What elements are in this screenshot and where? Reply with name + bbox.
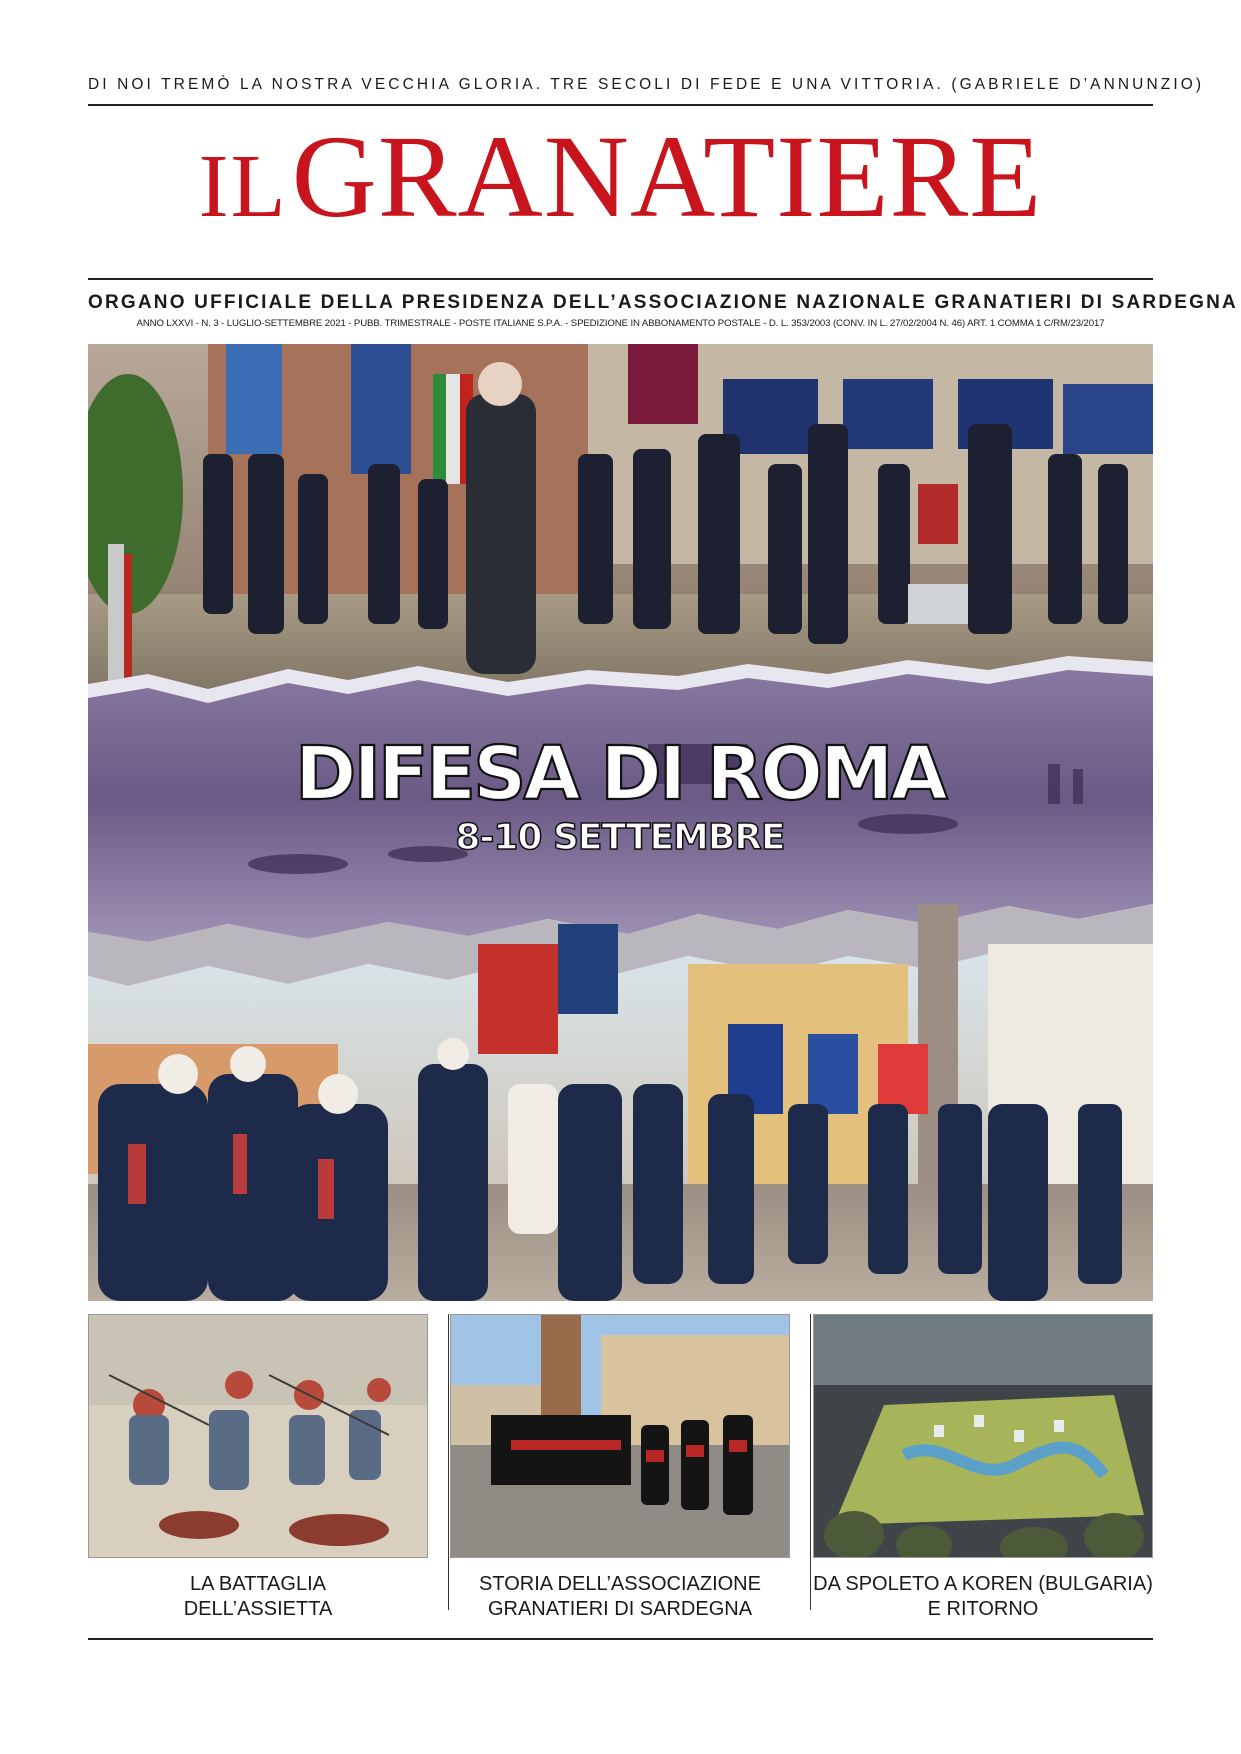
cover-headline: DIFESA DI ROMA — [295, 731, 945, 817]
masthead-article: IL — [198, 137, 288, 236]
cover-dates: 8-10 SETTEMBRE — [455, 817, 785, 858]
ceremony-photo — [88, 344, 1153, 724]
caption-line-1: LA BATTAGLIA — [190, 1573, 326, 1595]
caption-line-2: DELL’ASSIETTA — [183, 1598, 333, 1620]
bottom-rule — [88, 1638, 1153, 1640]
feature-caption-koren — [813, 1572, 1153, 1622]
caption-line-1: DA SPOLETO A KOREN (BULGARIA) — [813, 1573, 1153, 1595]
feature-caption-storia — [450, 1572, 790, 1622]
organization-line: ORGANO UFFICIALE DELLA PRESIDENZA DELL’ASSOCIAZIONE NAZIONALE GRANATIERI DI SARDEGNA — [88, 292, 1238, 313]
feature-image-storia — [450, 1314, 790, 1558]
caption-line-2: E RITORNO — [927, 1598, 1039, 1620]
caption-line-1: STORIA DELL’ASSOCIAZIONE — [479, 1573, 761, 1595]
epigraph-motto: DI NOI TREMÒ LA NOSTRA VECCHIA GLORIA. TRE SECOLI DI FEDE E UNA VITTORIA. (GABRIELE D’ANNUNZIO) — [88, 76, 1205, 93]
caption-line-2: GRANATIERI DI SARDEGNA — [487, 1598, 753, 1620]
feature-caption-assietta — [88, 1572, 428, 1622]
top-rule — [88, 104, 1153, 106]
cover-photo-collage — [88, 344, 1153, 1301]
historic-photo-band — [88, 656, 1153, 986]
publication-info: ANNO LXXVI - N. 3 - LUGLIO-SETTEMBRE 2021 - PUBB. TRIMESTRALE - POSTE ITALIANE S.P.A. - SPEDIZIONE IN ABBONAMENTO POSTALE - D. L. 353/2003 (CONV. IN L. 27/02/2004 N. 46) ART. 1 COMMA 1 C/RM/23/2017 — [136, 318, 1105, 329]
masthead-title: GRANATIERE — [291, 111, 1043, 242]
feature-image-assietta — [88, 1314, 428, 1558]
column-divider-2 — [810, 1314, 811, 1610]
column-divider-1 — [448, 1314, 449, 1610]
masthead — [88, 111, 1153, 242]
feature-image-koren — [813, 1314, 1153, 1558]
masthead-rule — [88, 278, 1153, 280]
